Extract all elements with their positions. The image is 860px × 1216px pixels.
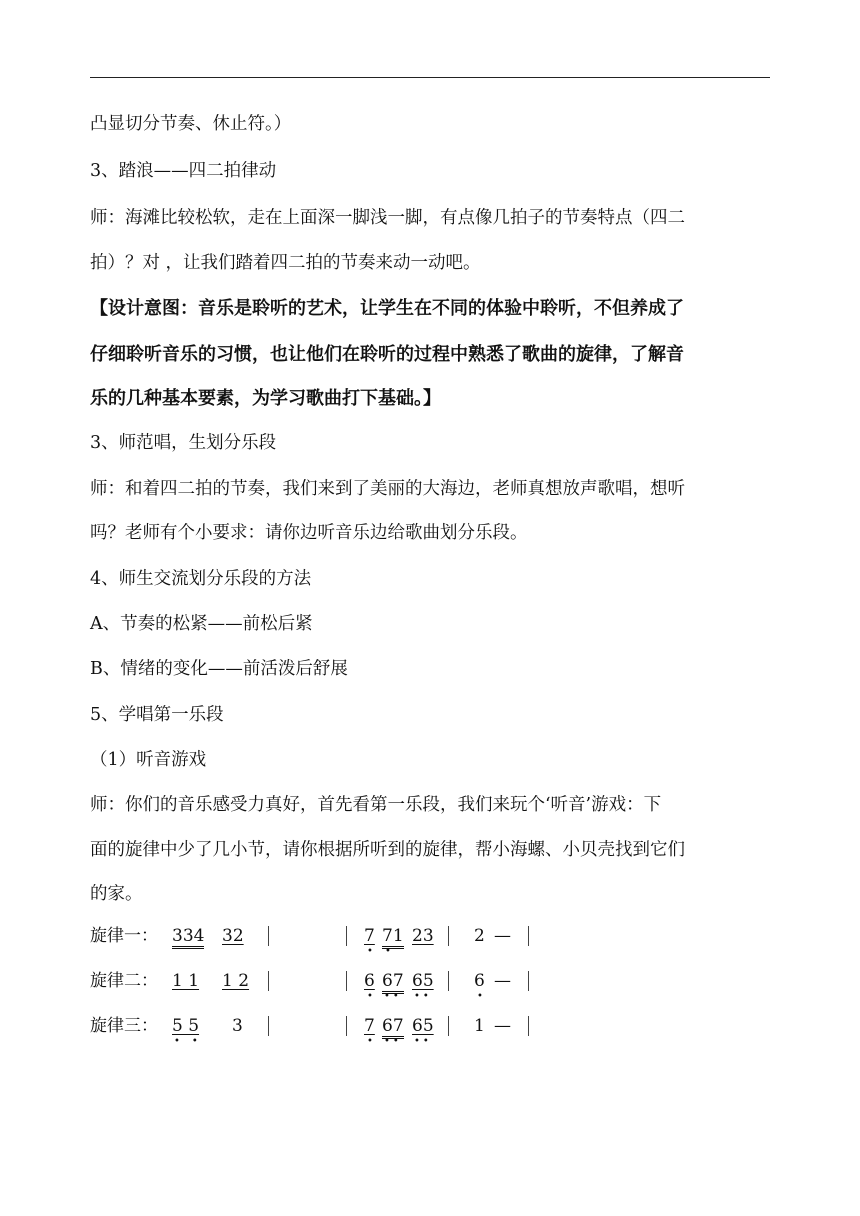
bar-line xyxy=(346,1016,347,1036)
design-intent-line: 仔细聆听音乐的习惯，也让他们在聆听的过程中熟悉了歌曲的旋律，了解音 xyxy=(90,344,684,365)
melody-row xyxy=(90,1014,770,1047)
text-line: 的家。 xyxy=(90,884,143,904)
bar-line xyxy=(268,926,269,946)
melody-note: 5 5 xyxy=(172,1016,200,1036)
section-heading: 4、师生交流划分乐段的方法 xyxy=(90,569,312,589)
melody-note: 1 xyxy=(474,1016,485,1036)
text-line: 师：和着四二拍的节奏，我们来到了美丽的大海边，老师真想放声歌唱，想听 xyxy=(90,479,685,499)
melody-dash: — xyxy=(494,971,511,991)
section-heading: 3、踏浪——四二拍律动 xyxy=(90,161,277,181)
low-octave-dot: • xyxy=(477,991,483,1002)
bar-line xyxy=(448,926,449,946)
text-line: 凸显切分节奏、休止符。） xyxy=(90,114,292,134)
melody-note: 23 xyxy=(412,926,434,946)
low-octave-dot: •• xyxy=(414,991,432,1002)
melody-note: 65 xyxy=(412,1016,434,1036)
melody-note: 334 xyxy=(172,924,204,949)
section-heading: 3、师范唱，生划分乐段 xyxy=(90,433,277,453)
low-octave-dot: •• xyxy=(414,1036,432,1047)
bar-line xyxy=(346,971,347,991)
melody-note: 3 xyxy=(232,1016,243,1036)
text-line: 吗？老师有个小要求：请你边听音乐边给歌曲划分乐段。 xyxy=(90,523,528,543)
melody-note: 1 1 xyxy=(172,971,200,991)
low-octave-dot: • xyxy=(367,991,373,1002)
bar-line xyxy=(528,971,529,991)
bar-line xyxy=(268,1016,269,1036)
text-line: 拍）？对 ，让我们踏着四二拍的节奏来动一动吧。 xyxy=(90,253,481,273)
bar-line xyxy=(268,971,269,991)
sub-heading: （1）听音游戏 xyxy=(90,750,207,770)
melody-note: 67 xyxy=(382,969,404,994)
melody-label: 旋律三： xyxy=(90,1016,158,1036)
bar-line xyxy=(346,926,347,946)
melody-note: 7 xyxy=(364,1016,375,1036)
section-heading: 5、学唱第一乐段 xyxy=(90,705,224,725)
text-line: 师：海滩比较松软，走在上面深一脚浅一脚，有点像几拍子的节奏特点（四二 xyxy=(90,208,685,228)
text-line: A、节奏的松紧——前松后紧 xyxy=(90,614,313,634)
melody-dash: — xyxy=(494,926,511,946)
low-octave-dot: • xyxy=(367,1036,373,1047)
melody-note: 65 xyxy=(412,971,434,991)
melody-row xyxy=(90,969,770,1002)
design-intent-line: 【设计意图：音乐是聆听的艺术，让学生在不同的体验中聆听，不但养成了 xyxy=(90,298,684,319)
melody-note: 2 xyxy=(474,926,485,946)
bar-line xyxy=(528,1016,529,1036)
design-intent-line: 乐的几种基本要素，为学习歌曲打下基础。】 xyxy=(90,388,441,409)
melody-note: 32 xyxy=(222,926,244,946)
text-line: 面的旋律中少了几小节，请你根据所听到的旋律，帮小海螺、小贝壳找到它们 xyxy=(90,840,685,860)
low-octave-dot: •• xyxy=(174,1036,210,1047)
melody-note: 7 xyxy=(364,926,375,946)
low-octave-dot: •• xyxy=(384,991,402,1002)
melody-note: 71 xyxy=(382,924,404,949)
text-line: B、情绪的变化——前活泼后舒展 xyxy=(90,659,348,679)
melody-label: 旋律二： xyxy=(90,971,158,991)
bar-line xyxy=(528,926,529,946)
bar-line xyxy=(448,1016,449,1036)
melody-note: 6 xyxy=(364,971,375,991)
melody-dash: — xyxy=(494,1016,511,1036)
bar-line xyxy=(448,971,449,991)
header-rule xyxy=(90,77,770,78)
low-octave-dot: • xyxy=(385,946,391,957)
melody-note: 1 2 xyxy=(222,971,250,991)
melody-label: 旋律一： xyxy=(90,926,158,946)
low-octave-dot: • xyxy=(367,946,373,957)
melody-note: 67 xyxy=(382,1014,404,1039)
melody-note: 6 xyxy=(474,971,485,991)
text-line: 师：你们的音乐感受力真好，首先看第一乐段，我们来玩个‘听音’游戏：下 xyxy=(90,795,662,815)
low-octave-dot: •• xyxy=(384,1036,402,1047)
melody-row xyxy=(90,924,770,957)
